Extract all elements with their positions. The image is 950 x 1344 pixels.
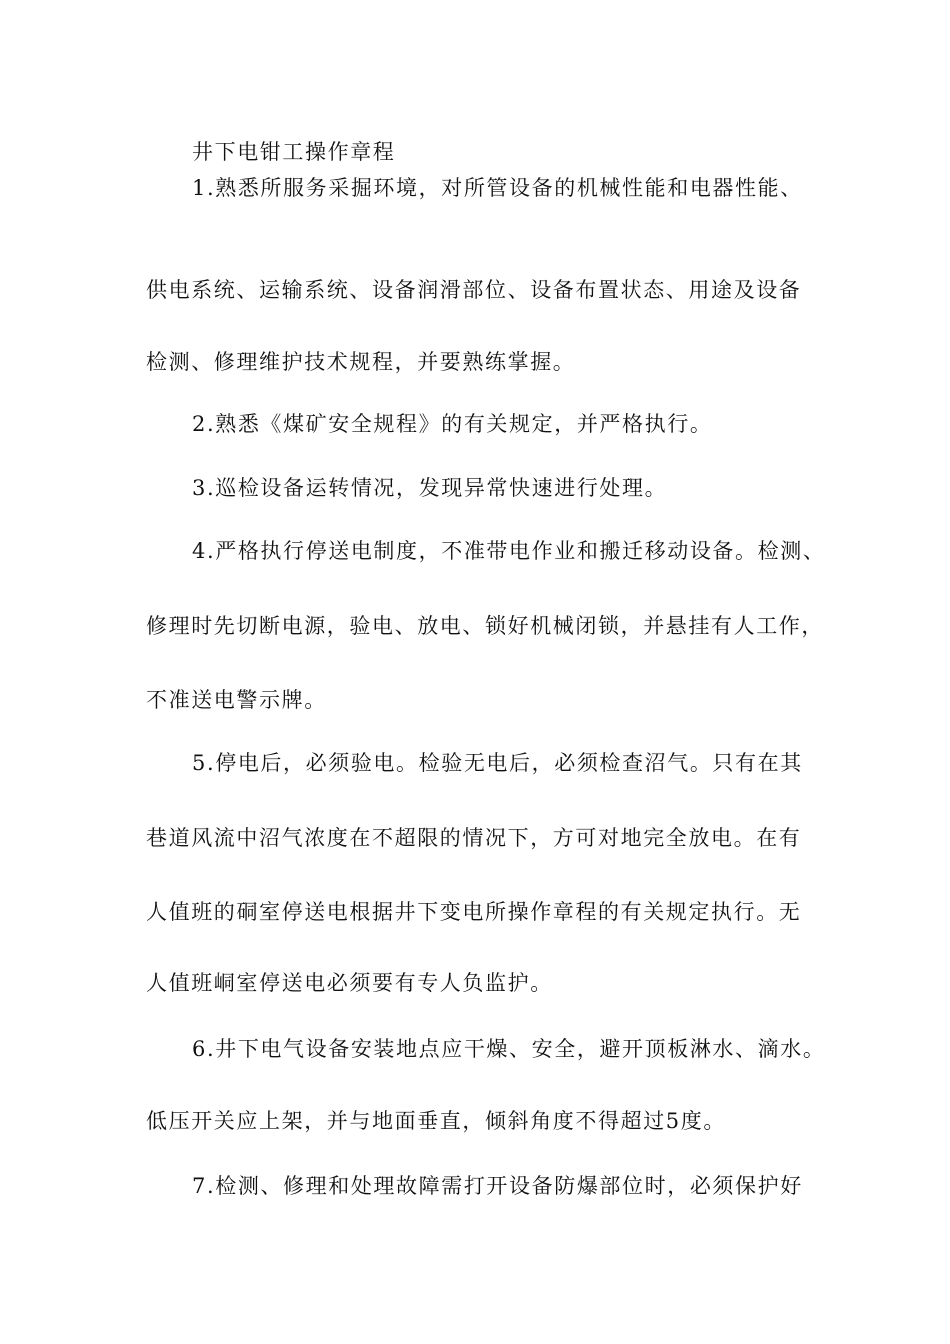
paragraph-line: 巷道风流中沼气浓度在不超限的情况下，方可对地完全放电。在有 [146, 826, 802, 850]
paragraph-line: 修理时先切断电源，验电、放电、锁好机械闭锁，并悬挂有人工作， [146, 614, 824, 638]
paragraph-line: 检测、修理维护技术规程，并要熟练掌握。 [146, 350, 576, 374]
paragraph-line: 人值班的硐室停送电根据井下变电所操作章程的有关规定执行。无 [146, 900, 802, 924]
paragraph-line: 6.井下电气设备安装地点应干燥、安全，避开顶板淋水、滴水。 [192, 1037, 826, 1061]
paragraph-line: 2.熟悉《煤矿安全规程》的有关规定，并严格执行。 [192, 412, 713, 436]
document-title: 井下电钳工操作章程 [192, 140, 396, 164]
paragraph-line: 7.检测、修理和处理故障需打开设备防爆部位时，必须保护好 [192, 1174, 803, 1198]
paragraph-line: 供电系统、运输系统、设备润滑部位、设备布置状态、用途及设备 [146, 278, 802, 302]
paragraph-line: 低压开关应上架，并与地面垂直，倾斜角度不得超过5度。 [146, 1109, 726, 1133]
paragraph-line: 不准送电警示牌。 [146, 688, 327, 712]
paragraph-line: 4.严格执行停送电制度，不准带电作业和搬迁移动设备。检测、 [192, 539, 826, 563]
paragraph-line: 人值班峒室停送电必须要有专人负监护。 [146, 971, 553, 995]
paragraph-line: 3.巡检设备运转情况，发现异常快速进行处理。 [192, 476, 668, 500]
paragraph-line: 1.熟悉所服务采掘环境，对所管设备的机械性能和电器性能、 [192, 176, 803, 200]
paragraph-line: 5.停电后，必须验电。检验无电后，必须检查沼气。只有在其 [192, 751, 803, 775]
